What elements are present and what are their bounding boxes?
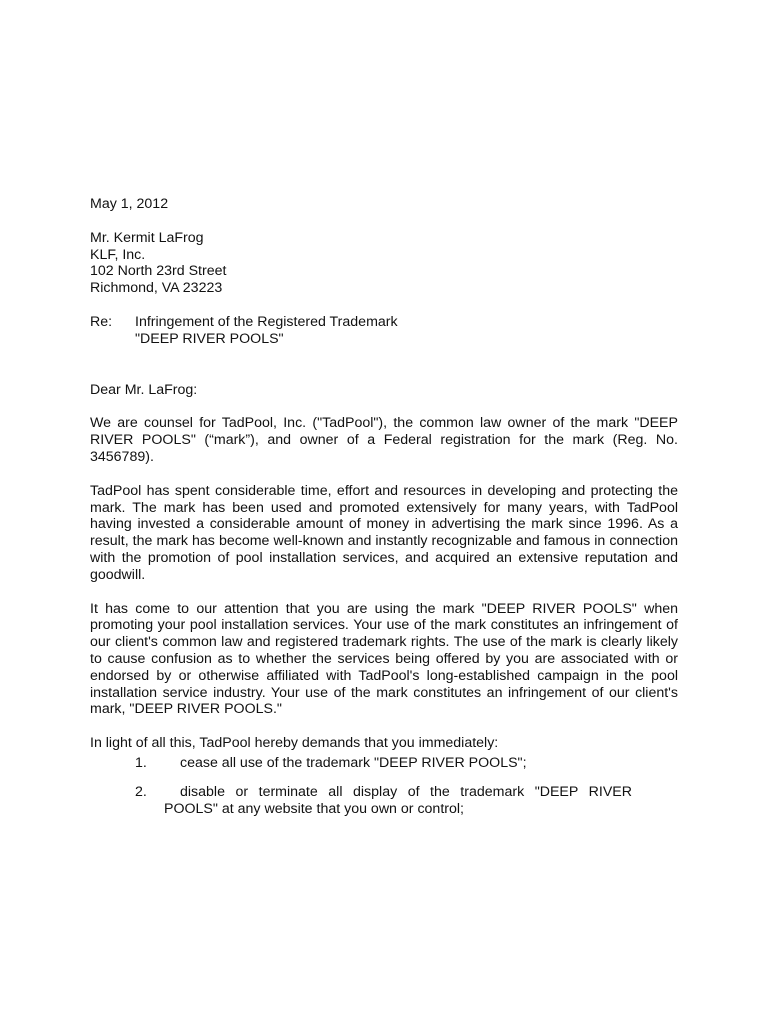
- subject-line-2: "DEEP RIVER POOLS": [135, 330, 284, 347]
- subject-line: [90, 314, 678, 348]
- paragraph-counsel: We are counsel for TadPool, Inc. ("TadPool"), the common law owner of the mark "DEEP RIVER POOLS" (“mark”), and owner of a Federal registration for the mark (Reg. No. 3456789).: [90, 415, 678, 465]
- recipient-city: Richmond, VA 23223: [90, 280, 223, 297]
- letter-page: [90, 196, 678, 829]
- demand-item: [90, 755, 678, 772]
- salutation: Dear Mr. LaFrog:: [90, 381, 198, 398]
- recipient-street: 102 North 23rd Street: [90, 263, 227, 280]
- letter-date: May 1, 2012: [90, 196, 169, 212]
- paragraph-infringement: It has come to our attention that you are using the mark "DEEP RIVER POOLS" when promoting your pool installation services. Your use of the mark constitutes an infringement of our client's common law and registered trademark rights. The use of the mark is clearly likely to cause confusion as to whether the services being offered by you are associated with or endorsed by or otherwise affiliated with TadPool's long-established campaign in the pool installation service industry. Your use of the mark constitutes an infringement of our client's mark, "DEEP RIVER POOLS.": [90, 600, 678, 718]
- demand-text: [164, 783, 678, 818]
- subject-line-1: Infringement of the Registered Trademark: [135, 313, 398, 330]
- demand-number: 1.: [135, 754, 147, 771]
- paragraph-demand-intro: In light of all this, TadPool hereby demands that you immediately:: [90, 735, 499, 752]
- recipient-company: KLF, Inc.: [90, 246, 146, 263]
- demand-text-line-1: disable or terminate all display of the trademark "DEEP RIVER: [180, 783, 632, 800]
- subject-text: [135, 314, 398, 348]
- demand-number: 2.: [135, 783, 147, 800]
- demand-text: [180, 755, 678, 772]
- recipient-address: [90, 230, 678, 297]
- demand-text-line-2: POOLS" at any website that you own or control;: [164, 800, 464, 817]
- recipient-name: Mr. Kermit LaFrog: [90, 229, 204, 246]
- subject-label: Re:: [90, 313, 113, 330]
- demand-text-line-1: cease all use of the trademark "DEEP RIVER POOLS";: [180, 754, 527, 771]
- demand-item: [90, 784, 678, 818]
- paragraph-history: TadPool has spent considerable time, effort and resources in developing and protecting the mark. The mark has been used and promoted extensively for many years, with TadPool having invested a considerable amount of money in advertising the mark since 1996. As a result, the mark has become well-known and instantly recognizable and famous in connection with the promotion of pool installation services, and acquired an extensive reputation and goodwill.: [90, 482, 678, 583]
